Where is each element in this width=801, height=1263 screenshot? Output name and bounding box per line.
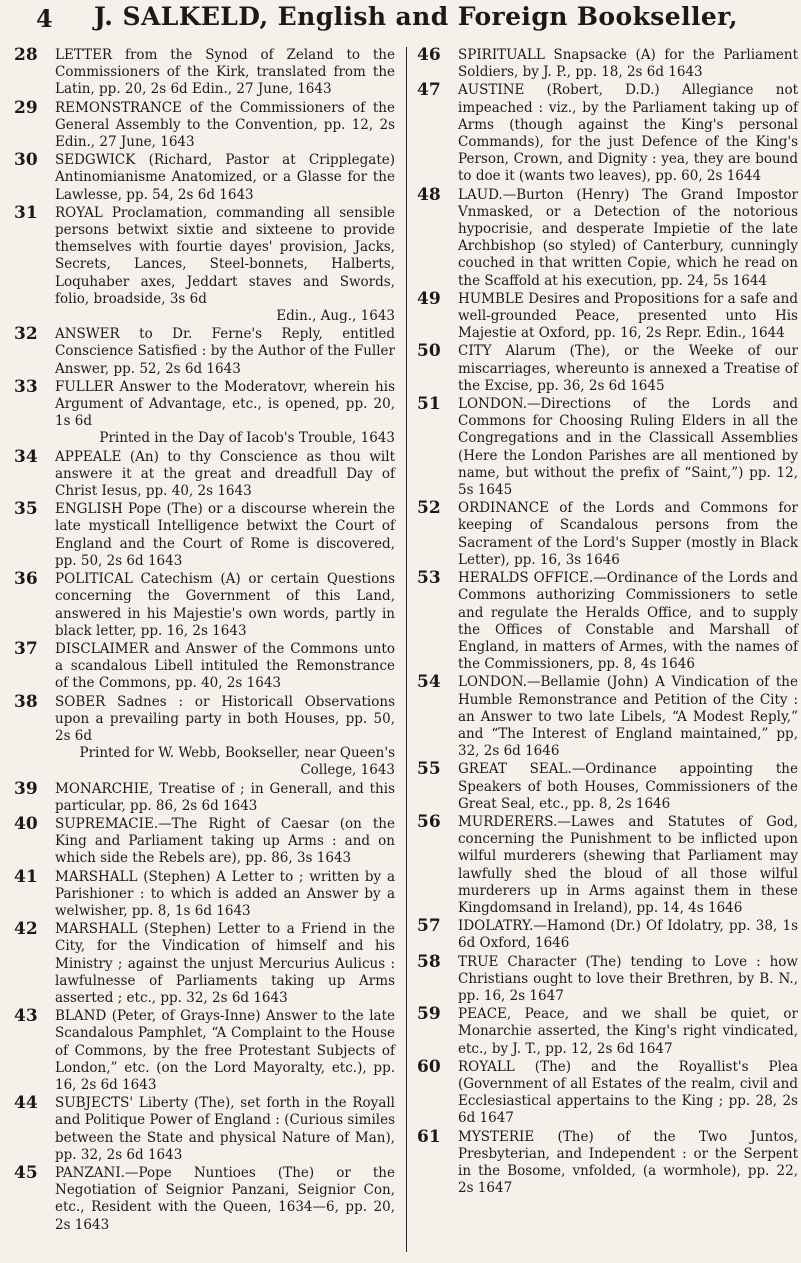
- catalogue-entry: [413, 918, 798, 952]
- entry-number: 41: [14, 866, 38, 887]
- entry-number: 53: [417, 568, 441, 589]
- entry-number: 30: [14, 150, 38, 171]
- catalogue-entry: [413, 47, 798, 81]
- entry-imprint: Printed in the Day of Iacob's Trouble, 1643: [99, 430, 395, 447]
- entry-text: SUPREMACIE.—The Right of Caesar (on the King and Parliament taking up Arms : and on which side the Rebels are), pp. 86, 3s 1643: [55, 815, 395, 867]
- page-header: [0, 0, 801, 42]
- entry-number: 51: [417, 394, 441, 415]
- entry-text: APPEALE (An) to thy Conscience as thou wilt answere it at the great and dreadfull Day of Christ Iesus, pp. 40, 2s 1643: [55, 448, 395, 500]
- entry-number: 50: [417, 341, 441, 362]
- entry-text: LONDON.—Bellamie (John) A Vindication of the Humble Remonstrance and Petition of the City : an Answer to two late Libels, “A Modest Reply,” and “The Interest of England maintained,” pp, 32, 2s 6d 1646: [458, 674, 798, 760]
- entry-number: 37: [14, 638, 38, 659]
- entry-text: ROYALL (The) and the Royallist's Plea (Government of all Estates of the realm, civil and Ecclesiastical appertains to the King ; pp. 28, 2s 6d 1647: [458, 1058, 798, 1127]
- catalogue-entry: [10, 691, 395, 780]
- entry-text: HUMBLE Desires and Propositions for a safe and well-grounded Peace, presented unto His Majestie at Oxford, pp. 16, 2s Repr. Edin., 1644: [458, 290, 798, 342]
- entry-number: 57: [417, 916, 441, 937]
- entry-text: SPIRITUALL Snapsacke (A) for the Parliament Soldiers, by J. P., pp. 18, 2s 6d 1643: [458, 47, 798, 81]
- catalogue-entry: [413, 1056, 798, 1128]
- entry-number: 36: [14, 569, 38, 590]
- entry-number: 40: [14, 813, 38, 834]
- entry-number: 55: [417, 759, 441, 780]
- running-title: J. SALKELD, English and Foreign Bookseller,: [94, 2, 739, 31]
- entry-number: 44: [14, 1093, 38, 1114]
- catalogue-entry: [10, 921, 395, 1007]
- entry-number: 61: [417, 1126, 441, 1147]
- entry-text: SEDGWICK (Richard, Pastor at Cripplegate) Antinomianisme Anatomized, or a Glasse for the Lawlesse, pp. 54, 2s 6d 1643: [55, 152, 395, 203]
- entry-text: TRUE Character (The) tending to Love : how Christians ought to love their Brethren, by B. N., pp. 16, 2s 1647: [458, 953, 798, 1004]
- entry-text: ENGLISH Pope (The) or a discourse wherein the late mysticall Intelligence betwixt the Court of England and the Court of Rome is discovered, pp. 50, 2s 6d 1643: [55, 501, 395, 569]
- entry-text: ORDINANCE of the Lords and Commons for keeping of Scandalous persons from the Sacrament of the Lord's Supper (mostly in Black Letter), pp. 16, 3s 1646: [458, 500, 798, 568]
- catalogue-entry: [10, 813, 395, 868]
- entry-number: 35: [14, 499, 38, 520]
- entry-number: 47: [417, 80, 441, 101]
- entry-number: 49: [417, 288, 441, 309]
- entry-imprint: Edin., Aug., 1643: [276, 308, 395, 325]
- catalogue-entry: [10, 1165, 395, 1234]
- entry-number: 52: [417, 498, 441, 519]
- catalogue-entry: [413, 761, 798, 813]
- right-column: [413, 47, 798, 1198]
- entry-text: REMONSTRANCE of the Commissioners of the General Assembly to the Convention, pp. 12, 2s Edin., 27 June, 1643: [55, 99, 395, 151]
- catalogue-entry: [10, 866, 395, 921]
- catalogue-entry: [413, 288, 798, 343]
- entry-number: 45: [14, 1163, 38, 1183]
- catalogue-entry: [10, 778, 395, 815]
- entry-number: 33: [14, 376, 38, 397]
- entry-text: ANSWER to Dr. Ferne's Reply, entitled Conscience Satisfied : by the Author of the Fuller Answer, pp. 52, 2s 6d 1643: [55, 326, 395, 377]
- catalogue-entry: [413, 184, 798, 290]
- entry-text: ROYAL Proclamation, commanding all sensible persons betwixt sixtie and sixteene to provide themselves with fourtie dayes' provision, Jacks, Secrets, Lances, Steel-bonnets, Halberts, Loquhaber axes, Jeddart staves and Swords, folio, broadside, 3s 6d: [55, 204, 395, 307]
- catalogue-entry: [10, 501, 395, 570]
- column-divider: [406, 47, 407, 1252]
- entry-number: 38: [14, 691, 38, 712]
- catalogue-entry: [10, 97, 395, 152]
- entry-text: AUSTINE (Robert, D.D.) Allegiance not impeached : viz., by the Parliament taking up of Arms (though against the King's personal Commands), for the just Defence of the King's Person, Crown, and Dignity : yea, they are bound to doe it (wants two leaves), pp. 60, 2s 1644: [458, 82, 798, 185]
- entry-text: FULLER Answer to the Moderatovr, wherein his Argument of Advantage, etc., is opened, pp. 20, 1s 6d: [55, 378, 395, 430]
- catalogue-entry: [413, 343, 798, 395]
- entry-text: MARSHALL (Stephen) A Letter to ; written by a Parishioner : to which is added an Answer by a welwisher, pp. 8, 1s 6d 1643: [55, 868, 395, 919]
- entry-number: 31: [14, 202, 38, 223]
- catalogue-entry: [10, 326, 395, 378]
- catalogue-entry: [10, 47, 395, 99]
- entry-text: SUBJECTS' Liberty (The), set forth in the Royall and Politique Power of England : (Curious similes between the State and physical Nature of Man), pp. 32, 2s 6d 1643: [55, 1095, 395, 1163]
- catalogue-entry: [10, 446, 395, 501]
- catalogue-entry: [413, 674, 798, 760]
- catalogue-entry: [413, 951, 798, 1006]
- catalogue-entry: [10, 152, 395, 204]
- catalogue-entry: [413, 1006, 798, 1058]
- entry-text: BLAND (Peter, of Grays-Inne) Answer to the late Scandalous Pamphlet, “A Complaint to the House of Commons, by the free Protestant Subjects of London,” etc. (on the Lord Mayoralty, etc.), pp. 16, 2s 6d 1643: [55, 1008, 395, 1093]
- entry-number: 43: [14, 1006, 38, 1027]
- entry-text: HERALDS OFFICE.—Ordinance of the Lords and Commons authorizing Commissioners to setle and regulate the Heralds Office, and to supply the Offices of Constable and Marshall of England, in matters of Armes, with the names of the Commissioners, pp. 8, 4s 1646: [458, 570, 798, 673]
- entry-text: MONARCHIE, Treatise of ; in Generall, and this particular, pp. 86, 2s 6d 1643: [55, 780, 395, 814]
- entry-imprint: Printed for W. Webb, Bookseller, near Queen's College, 1643: [79, 745, 395, 779]
- catalogue-entry: [10, 202, 395, 325]
- entry-text: LONDON.—Directions of the Lords and Commons for Choosing Ruling Elders in all the Congregations and in the Classicall Assemblies (Here the London Parishes are all mentioned by name, but without the prefix of “Saint,”) pp. 12, 5s 1645: [458, 396, 798, 499]
- catalogue-entry: [413, 1126, 798, 1198]
- catalogue-entry: [10, 1008, 395, 1094]
- entry-text: MARSHALL (Stephen) Letter to a Friend in the City, for the Vindication of himself and his Ministry ; against the unjust Mercurius Aulicus : lawfulnesse of Parliaments taking up Arms asserted ; etc., pp. 32, 2s 6d 1643: [55, 921, 395, 1006]
- entry-number: 34: [14, 446, 38, 467]
- entry-number: 48: [417, 184, 441, 205]
- catalogue-entry: [10, 376, 395, 448]
- catalogue-entry: [10, 638, 395, 693]
- entry-text: PANZANI.—Pope Nuntioes (The) or the Negotiation of Seignior Panzani, Seignior Con, etc., Resident with the Queen, 1634—6, pp. 20, 2s 1643: [55, 1165, 395, 1233]
- catalogue-entry: [10, 1095, 395, 1164]
- catalogue-entry: [413, 811, 798, 917]
- entry-number: 59: [417, 1004, 441, 1025]
- entry-text: LAUD.—Burton (Henry) The Grand Impostor Vnmasked, or a Detection of the notorious hypocrisie, and desperate Impietie of the late Archbishop (so styled) of Canterbury, cunningly couched in that written Copie, which he read on the Scaffold at his execution, pp. 24, 5s 1644: [458, 186, 798, 289]
- entry-text: GREAT SEAL.—Ordinance appointing the Speakers of both Houses, Commissioners of the Great Seal, etc., pp. 8, 2s 1646: [458, 761, 798, 812]
- left-column: [10, 47, 395, 1235]
- entry-text: CITY Alarum (The), or the Weeke of our miscarriages, whereunto is annexed a Treatise of the Excise, pp. 36, 2s 6d 1645: [458, 343, 798, 394]
- page-number: 4: [36, 4, 53, 33]
- entry-number: 42: [14, 919, 38, 940]
- entry-number: 46: [417, 45, 441, 65]
- entry-number: 58: [417, 951, 441, 972]
- entry-number: 29: [14, 97, 38, 118]
- catalogue-entry: [413, 500, 798, 569]
- entry-number: 39: [14, 778, 38, 799]
- entry-number: 54: [417, 672, 441, 693]
- entry-number: 60: [417, 1056, 441, 1077]
- entry-text: MYSTERIE (The) of the Two Juntos, Presbyterian, and Independent : or the Serpent in the Bosome, vnfolded, (a wormhole), pp. 22, 2s 1647: [458, 1128, 798, 1197]
- entry-text: MURDERERS.—Lawes and Statutes of God, concerning the Punishment to be inflicted upon wilful murderers (shewing that Parliament may lawfully shed the bloud of all those wilful murderers up in Arms against them in these Kingdomsand in Ireland), pp. 14, 4s 1646: [458, 813, 798, 916]
- entry-text: DISCLAIMER and Answer of the Commons unto a scandalous Libell intituled the Remonstrance of the Commons, pp. 40, 2s 1643: [55, 640, 395, 692]
- entry-text: PEACE, Peace, and we shall be quiet, or Monarchie asserted, the King's right vindicated, etc., by J. T., pp. 12, 2s 6d 1647: [458, 1006, 798, 1057]
- catalogue-entry: [413, 82, 798, 185]
- entry-text: IDOLATRY.—Hamond (Dr.) Of Idolatry, pp. 38, 1s 6d Oxford, 1646: [458, 918, 798, 952]
- entry-number: 32: [14, 324, 38, 345]
- catalogue-entry: [413, 396, 798, 499]
- entry-number: 28: [14, 45, 38, 65]
- entry-text: SOBER Sadnes : or Historicall Observations upon a prevailing party in both Houses, pp. 50, 2s 6d: [55, 693, 395, 744]
- catalogue-entry: [10, 571, 395, 640]
- entry-text: POLITICAL Catechism (A) or certain Questions concerning the Government of this Land, answered in his Majestie's own words, partly in black letter, pp. 16, 2s 1643: [55, 571, 395, 639]
- entry-number: 56: [417, 811, 441, 832]
- entry-text: LETTER from the Synod of Zeland to the Commissioners of the Kirk, translated from the Latin, pp. 20, 2s 6d Edin., 27 June, 1643: [55, 47, 395, 98]
- catalogue-entry: [413, 570, 798, 673]
